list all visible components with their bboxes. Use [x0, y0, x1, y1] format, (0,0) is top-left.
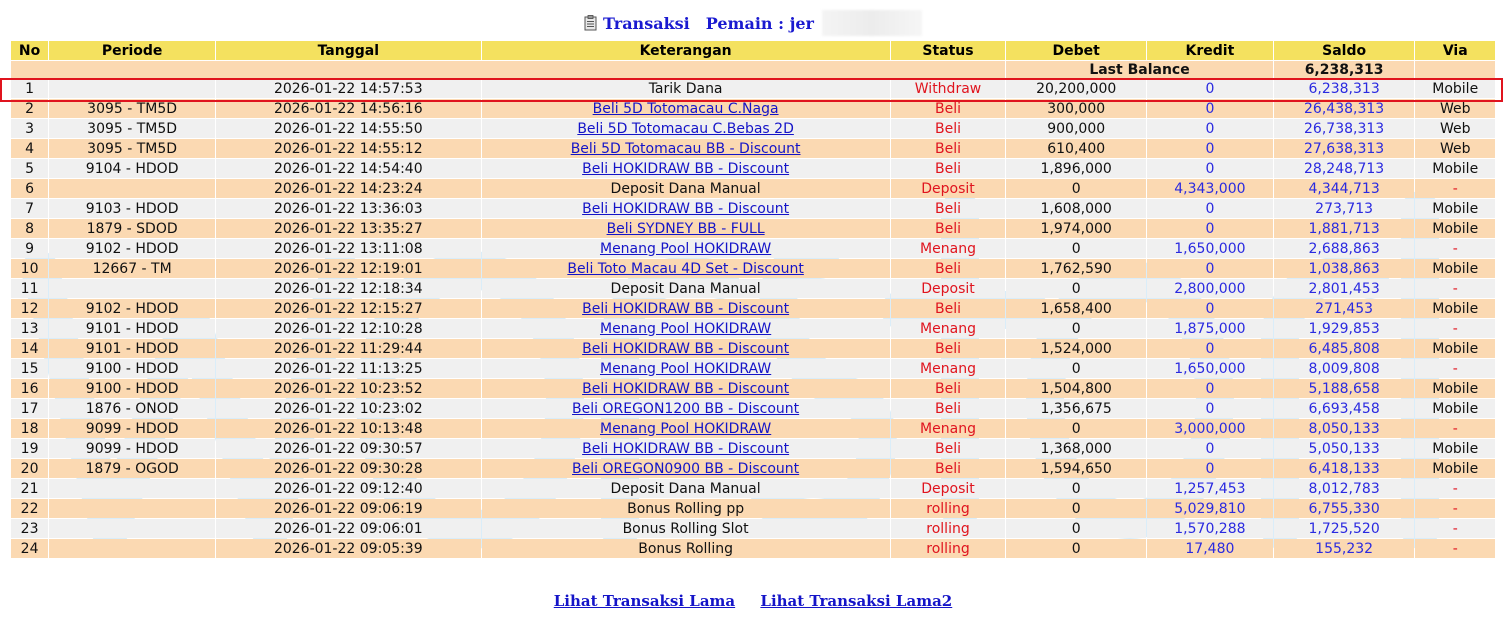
cell-periode: 9099 - HDOD: [49, 419, 215, 438]
cell-tanggal: 2026-01-22 09:30:28: [216, 459, 480, 478]
table-row: [11, 359, 1495, 378]
cell-keterangan: [482, 299, 890, 318]
cell-kredit: 2,800,000: [1147, 279, 1273, 298]
cell-periode: 9100 - HDOD: [49, 379, 215, 398]
cell-keterangan: [482, 139, 890, 158]
cell-no: 14: [11, 339, 48, 358]
cell-periode: 9099 - HDOD: [49, 439, 215, 458]
cell-via: -: [1415, 499, 1495, 518]
table-row: [11, 499, 1495, 518]
cell-kredit: 1,257,453: [1147, 479, 1273, 498]
cell-debet: 0: [1006, 319, 1146, 338]
cell-status: rolling: [891, 539, 1006, 558]
keterangan-link[interactable]: Beli HOKIDRAW BB - Discount: [582, 380, 790, 397]
keterangan-link[interactable]: Beli HOKIDRAW BB - Discount: [582, 340, 790, 357]
page-title: [584, 10, 922, 36]
cell-periode: 9101 - HDOD: [49, 339, 215, 358]
table-row: [11, 479, 1495, 498]
keterangan-link[interactable]: Beli Toto Macau 4D Set - Discount: [567, 260, 804, 277]
table-row: [11, 119, 1495, 138]
cell-keterangan: Deposit Dana Manual: [482, 279, 890, 298]
cell-debet: 20,200,000: [1006, 79, 1146, 98]
keterangan-link[interactable]: Menang Pool HOKIDRAW: [599, 320, 772, 337]
cell-debet: 1,504,800: [1006, 379, 1146, 398]
cell-keterangan: Tarik Dana: [482, 79, 890, 98]
cell-saldo: 1,929,853: [1274, 319, 1415, 338]
cell-via: -: [1415, 419, 1495, 438]
col-tanggal[interactable]: Tanggal: [216, 41, 480, 60]
cell-kredit: 3,000,000: [1147, 419, 1273, 438]
cell-saldo: 27,638,313: [1274, 139, 1415, 158]
cell-kredit: 0: [1147, 139, 1273, 158]
keterangan-link[interactable]: Beli OREGON0900 BB - Discount: [572, 460, 800, 477]
cell-status: Deposit: [891, 479, 1006, 498]
page-title-bar: [0, 10, 1506, 38]
cell-tanggal: 2026-01-22 09:12:40: [216, 479, 480, 498]
cell-no: 1: [11, 79, 48, 98]
cell-status: Beli: [891, 439, 1006, 458]
cell-kredit: 1,650,000: [1147, 239, 1273, 258]
cell-debet: 0: [1006, 519, 1146, 538]
cell-status: Beli: [891, 339, 1006, 358]
footer-links: [0, 592, 1506, 610]
cell-status: Beli: [891, 199, 1006, 218]
cell-tanggal: 2026-01-22 09:30:57: [216, 439, 480, 458]
cell-via: Web: [1415, 139, 1495, 158]
cell-saldo: 4,344,713: [1274, 179, 1415, 198]
cell-kredit: 0: [1147, 339, 1273, 358]
cell-debet: 0: [1006, 359, 1146, 378]
cell-kredit: 5,029,810: [1147, 499, 1273, 518]
cell-keterangan: [482, 119, 890, 138]
cell-keterangan: [482, 419, 890, 438]
cell-kredit: 0: [1147, 399, 1273, 418]
cell-debet: 1,896,000: [1006, 159, 1146, 178]
cell-saldo: 26,738,313: [1274, 119, 1415, 138]
cell-kredit: 0: [1147, 219, 1273, 238]
cell-kredit: 1,570,288: [1147, 519, 1273, 538]
cell-status: Beli: [891, 159, 1006, 178]
cell-kredit: 0: [1147, 199, 1273, 218]
cell-keterangan: [482, 319, 890, 338]
document-icon: [584, 15, 597, 31]
cell-saldo: 1,038,863: [1274, 259, 1415, 278]
cell-saldo: 1,881,713: [1274, 219, 1415, 238]
keterangan-link[interactable]: Menang Pool HOKIDRAW: [599, 240, 772, 257]
cell-no: 9: [11, 239, 48, 258]
col-via[interactable]: Via: [1415, 41, 1495, 60]
cell-via: Web: [1415, 119, 1495, 138]
cell-status: Menang: [891, 319, 1006, 338]
cell-debet: 0: [1006, 539, 1146, 558]
table-row: [11, 299, 1495, 318]
cell-saldo: 8,050,133: [1274, 419, 1415, 438]
cell-tanggal: 2026-01-22 10:13:48: [216, 419, 480, 438]
cell-tanggal: 2026-01-22 14:54:40: [216, 159, 480, 178]
cell-debet: 0: [1006, 499, 1146, 518]
keterangan-link[interactable]: Menang Pool HOKIDRAW: [599, 420, 772, 437]
cell-status: Beli: [891, 459, 1006, 478]
cell-tanggal: 2026-01-22 14:55:12: [216, 139, 480, 158]
cell-debet: 1,608,000: [1006, 199, 1146, 218]
cell-kredit: 0: [1147, 299, 1273, 318]
table-header-row: [11, 41, 1495, 60]
col-kredit[interactable]: Kredit: [1147, 41, 1273, 60]
cell-kredit: 0: [1147, 379, 1273, 398]
cell-debet: 0: [1006, 419, 1146, 438]
cell-status: Beli: [891, 379, 1006, 398]
cell-status: Beli: [891, 139, 1006, 158]
cell-saldo: 6,693,458: [1274, 399, 1415, 418]
table-row: [11, 399, 1495, 418]
table-row: [11, 539, 1495, 558]
cell-periode: 9102 - HDOD: [49, 299, 215, 318]
cell-keterangan: [482, 379, 890, 398]
cell-keterangan: [482, 159, 890, 178]
cell-saldo: 6,485,808: [1274, 339, 1415, 358]
cell-tanggal: 2026-01-22 11:29:44: [216, 339, 480, 358]
cell-status: Beli: [891, 399, 1006, 418]
cell-via: -: [1415, 519, 1495, 538]
cell-periode: [49, 539, 215, 558]
cell-keterangan: Bonus Rolling pp: [482, 499, 890, 518]
col-saldo[interactable]: Saldo: [1274, 41, 1415, 60]
cell-periode: 9102 - HDOD: [49, 239, 215, 258]
cell-tanggal: 2026-01-22 12:10:28: [216, 319, 480, 338]
cell-periode: 9100 - HDOD: [49, 359, 215, 378]
cell-tanggal: 2026-01-22 14:57:53: [216, 79, 480, 98]
cell-keterangan: Deposit Dana Manual: [482, 479, 890, 498]
cell-periode: 1879 - SDOD: [49, 219, 215, 238]
cell-keterangan: Deposit Dana Manual: [482, 179, 890, 198]
cell-no: 24: [11, 539, 48, 558]
cell-saldo: 5,188,658: [1274, 379, 1415, 398]
keterangan-link[interactable]: Beli 5D Totomacau C.Bebas 2D: [577, 120, 794, 137]
cell-tanggal: 2026-01-22 12:19:01: [216, 259, 480, 278]
cell-keterangan: [482, 219, 890, 238]
col-status[interactable]: Status: [891, 41, 1006, 60]
table-row: [11, 239, 1495, 258]
cell-keterangan: [482, 439, 890, 458]
cell-via: Mobile: [1415, 399, 1495, 418]
cell-saldo: 6,238,313: [1274, 79, 1415, 98]
keterangan-link[interactable]: Beli HOKIDRAW BB - Discount: [582, 160, 790, 177]
cell-status: Beli: [891, 219, 1006, 238]
keterangan-link[interactable]: Menang Pool HOKIDRAW: [599, 360, 772, 377]
cell-periode: 9103 - HDOD: [49, 199, 215, 218]
cell-periode: [49, 479, 215, 498]
cell-kredit: 4,343,000: [1147, 179, 1273, 198]
cell-tanggal: 2026-01-22 09:05:39: [216, 539, 480, 558]
cell-status: Menang: [891, 419, 1006, 438]
table-row: [11, 319, 1495, 338]
table-row: [11, 219, 1495, 238]
cell-saldo: 26,438,313: [1274, 99, 1415, 118]
cell-debet: 1,762,590: [1006, 259, 1146, 278]
cell-status: Menang: [891, 359, 1006, 378]
cell-kredit: 0: [1147, 459, 1273, 478]
cell-via: -: [1415, 479, 1495, 498]
table-row: [11, 439, 1495, 458]
cell-no: 12: [11, 299, 48, 318]
cell-saldo: 155,232: [1274, 539, 1415, 558]
cell-no: 13: [11, 319, 48, 338]
cell-debet: 0: [1006, 179, 1146, 198]
transactions-table: [10, 40, 1496, 559]
table-row: [11, 99, 1495, 118]
cell-via: -: [1415, 359, 1495, 378]
table-row: [11, 339, 1495, 358]
cell-debet: 1,524,000: [1006, 339, 1146, 358]
cell-via: Mobile: [1415, 79, 1495, 98]
keterangan-link[interactable]: Beli HOKIDRAW BB - Discount: [582, 200, 790, 217]
cell-status: Beli: [891, 119, 1006, 138]
cell-no: 7: [11, 199, 48, 218]
cell-periode: [49, 499, 215, 518]
cell-via: Mobile: [1415, 439, 1495, 458]
cell-tanggal: 2026-01-22 10:23:52: [216, 379, 480, 398]
cell-tanggal: 2026-01-22 09:06:01: [216, 519, 480, 538]
cell-saldo: 5,050,133: [1274, 439, 1415, 458]
cell-saldo: 28,248,713: [1274, 159, 1415, 178]
cell-periode: 3095 - TM5D: [49, 139, 215, 158]
cell-debet: 0: [1006, 239, 1146, 258]
cell-saldo: 6,755,330: [1274, 499, 1415, 518]
last-balance-row: [11, 61, 1495, 78]
cell-keterangan: Bonus Rolling: [482, 539, 890, 558]
col-no[interactable]: No: [11, 41, 48, 60]
cell-tanggal: 2026-01-22 10:23:02: [216, 399, 480, 418]
table-row: [11, 159, 1495, 178]
cell-status: rolling: [891, 519, 1006, 538]
cell-periode: 1879 - OGOD: [49, 459, 215, 478]
cell-saldo: 271,453: [1274, 299, 1415, 318]
cell-via: Mobile: [1415, 259, 1495, 278]
cell-tanggal: 2026-01-22 13:35:27: [216, 219, 480, 238]
col-periode[interactable]: Periode: [49, 41, 215, 60]
cell-no: 3: [11, 119, 48, 138]
cell-debet: 1,974,000: [1006, 219, 1146, 238]
cell-via: Mobile: [1415, 459, 1495, 478]
cell-keterangan: Bonus Rolling Slot: [482, 519, 890, 538]
cell-no: 19: [11, 439, 48, 458]
cell-saldo: 2,801,453: [1274, 279, 1415, 298]
cell-tanggal: 2026-01-22 12:18:34: [216, 279, 480, 298]
cell-tanggal: 2026-01-22 13:36:03: [216, 199, 480, 218]
cell-tanggal: 2026-01-22 12:15:27: [216, 299, 480, 318]
cell-periode: [49, 279, 215, 298]
cell-saldo: 273,713: [1274, 199, 1415, 218]
cell-keterangan: [482, 399, 890, 418]
table-row: [11, 139, 1495, 158]
cell-no: 21: [11, 479, 48, 498]
cell-tanggal: 2026-01-22 13:11:08: [216, 239, 480, 258]
cell-saldo: 6,418,133: [1274, 459, 1415, 478]
table-row: [11, 459, 1495, 478]
cell-via: Mobile: [1415, 339, 1495, 358]
cell-tanggal: 2026-01-22 14:56:16: [216, 99, 480, 118]
cell-kredit: 1,875,000: [1147, 319, 1273, 338]
cell-periode: [49, 179, 215, 198]
table-row: [11, 259, 1495, 278]
cell-no: 15: [11, 359, 48, 378]
cell-status: Deposit: [891, 179, 1006, 198]
lihat-transaksi-lama2-link[interactable]: Lihat Transaksi Lama2: [760, 592, 953, 610]
cell-tanggal: 2026-01-22 14:23:24: [216, 179, 480, 198]
cell-saldo: 8,009,808: [1274, 359, 1415, 378]
cell-status: Deposit: [891, 279, 1006, 298]
cell-periode: 1876 - ONOD: [49, 399, 215, 418]
cell-periode: 9104 - HDOD: [49, 159, 215, 178]
cell-status: Withdraw: [891, 79, 1006, 98]
cell-no: 6: [11, 179, 48, 198]
title-transaksi: Transaksi: [603, 13, 690, 33]
cell-via: -: [1415, 319, 1495, 338]
cell-via: Web: [1415, 99, 1495, 118]
col-keterangan[interactable]: Keterangan: [482, 41, 890, 60]
col-debet[interactable]: Debet: [1006, 41, 1146, 60]
cell-tanggal: 2026-01-22 09:06:19: [216, 499, 480, 518]
keterangan-link[interactable]: Beli 5D Totomacau BB - Discount: [570, 140, 801, 157]
table-row: [11, 519, 1495, 538]
cell-status: Beli: [891, 99, 1006, 118]
cell-keterangan: [482, 259, 890, 278]
cell-kredit: 0: [1147, 79, 1273, 98]
cell-saldo: 1,725,520: [1274, 519, 1415, 538]
cell-saldo: 2,688,863: [1274, 239, 1415, 258]
cell-no: 23: [11, 519, 48, 538]
cell-no: 17: [11, 399, 48, 418]
last-balance-value: 6,238,313: [1274, 61, 1415, 78]
table-row: [11, 179, 1495, 198]
cell-periode: [49, 519, 215, 538]
cell-via: -: [1415, 539, 1495, 558]
keterangan-link[interactable]: Beli HOKIDRAW BB - Discount: [582, 440, 790, 457]
cell-keterangan: [482, 339, 890, 358]
cell-via: -: [1415, 239, 1495, 258]
keterangan-link[interactable]: Beli HOKIDRAW BB - Discount: [582, 300, 790, 317]
cell-via: Mobile: [1415, 219, 1495, 238]
cell-kredit: 0: [1147, 439, 1273, 458]
cell-debet: 610,400: [1006, 139, 1146, 158]
cell-keterangan: [482, 459, 890, 478]
cell-debet: 900,000: [1006, 119, 1146, 138]
cell-tanggal: 2026-01-22 14:55:50: [216, 119, 480, 138]
cell-via: Mobile: [1415, 299, 1495, 318]
cell-no: 4: [11, 139, 48, 158]
cell-no: 11: [11, 279, 48, 298]
cell-periode: 3095 - TM5D: [49, 119, 215, 138]
lihat-transaksi-lama-link[interactable]: Lihat Transaksi Lama: [553, 592, 736, 610]
cell-no: 5: [11, 159, 48, 178]
cell-kredit: 1,650,000: [1147, 359, 1273, 378]
cell-keterangan: [482, 99, 890, 118]
cell-kredit: 0: [1147, 259, 1273, 278]
cell-kredit: 0: [1147, 159, 1273, 178]
cell-no: 22: [11, 499, 48, 518]
cell-periode: 9101 - HDOD: [49, 319, 215, 338]
cell-status: Beli: [891, 259, 1006, 278]
table-row: [11, 379, 1495, 398]
cell-kredit: 0: [1147, 119, 1273, 138]
cell-debet: 0: [1006, 279, 1146, 298]
cell-status: Beli: [891, 299, 1006, 318]
cell-debet: 300,000: [1006, 99, 1146, 118]
keterangan-link[interactable]: Beli OREGON1200 BB - Discount: [572, 400, 800, 417]
cell-tanggal: 2026-01-22 11:13:25: [216, 359, 480, 378]
cell-status: rolling: [891, 499, 1006, 518]
cell-no: 2: [11, 99, 48, 118]
cell-periode: [49, 79, 215, 98]
cell-no: 16: [11, 379, 48, 398]
table-row: [11, 199, 1495, 218]
cell-keterangan: [482, 359, 890, 378]
cell-debet: 0: [1006, 479, 1146, 498]
cell-via: -: [1415, 179, 1495, 198]
cell-no: 20: [11, 459, 48, 478]
cell-debet: 1,356,675: [1006, 399, 1146, 418]
table-row: [11, 279, 1495, 298]
cell-kredit: 17,480: [1147, 539, 1273, 558]
table-row: [11, 79, 1495, 98]
last-balance-label: Last Balance: [1006, 61, 1272, 78]
redacted-username: [822, 10, 922, 36]
cell-keterangan: [482, 199, 890, 218]
cell-via: Mobile: [1415, 159, 1495, 178]
cell-debet: 1,658,400: [1006, 299, 1146, 318]
cell-kredit: 0: [1147, 99, 1273, 118]
table-row: [11, 419, 1495, 438]
cell-no: 18: [11, 419, 48, 438]
cell-debet: 1,594,650: [1006, 459, 1146, 478]
cell-no: 10: [11, 259, 48, 278]
cell-status: Menang: [891, 239, 1006, 258]
cell-periode: 3095 - TM5D: [49, 99, 215, 118]
cell-keterangan: [482, 239, 890, 258]
cell-saldo: 8,012,783: [1274, 479, 1415, 498]
cell-via: Mobile: [1415, 379, 1495, 398]
keterangan-link[interactable]: Beli SYDNEY BB - FULL: [606, 220, 765, 237]
title-pemain: Pemain : jer: [705, 13, 814, 33]
cell-via: -: [1415, 279, 1495, 298]
keterangan-link[interactable]: Beli 5D Totomacau C.Naga: [592, 100, 779, 117]
cell-no: 8: [11, 219, 48, 238]
cell-debet: 1,368,000: [1006, 439, 1146, 458]
cell-periode: 12667 - TM: [49, 259, 215, 278]
cell-via: Mobile: [1415, 199, 1495, 218]
